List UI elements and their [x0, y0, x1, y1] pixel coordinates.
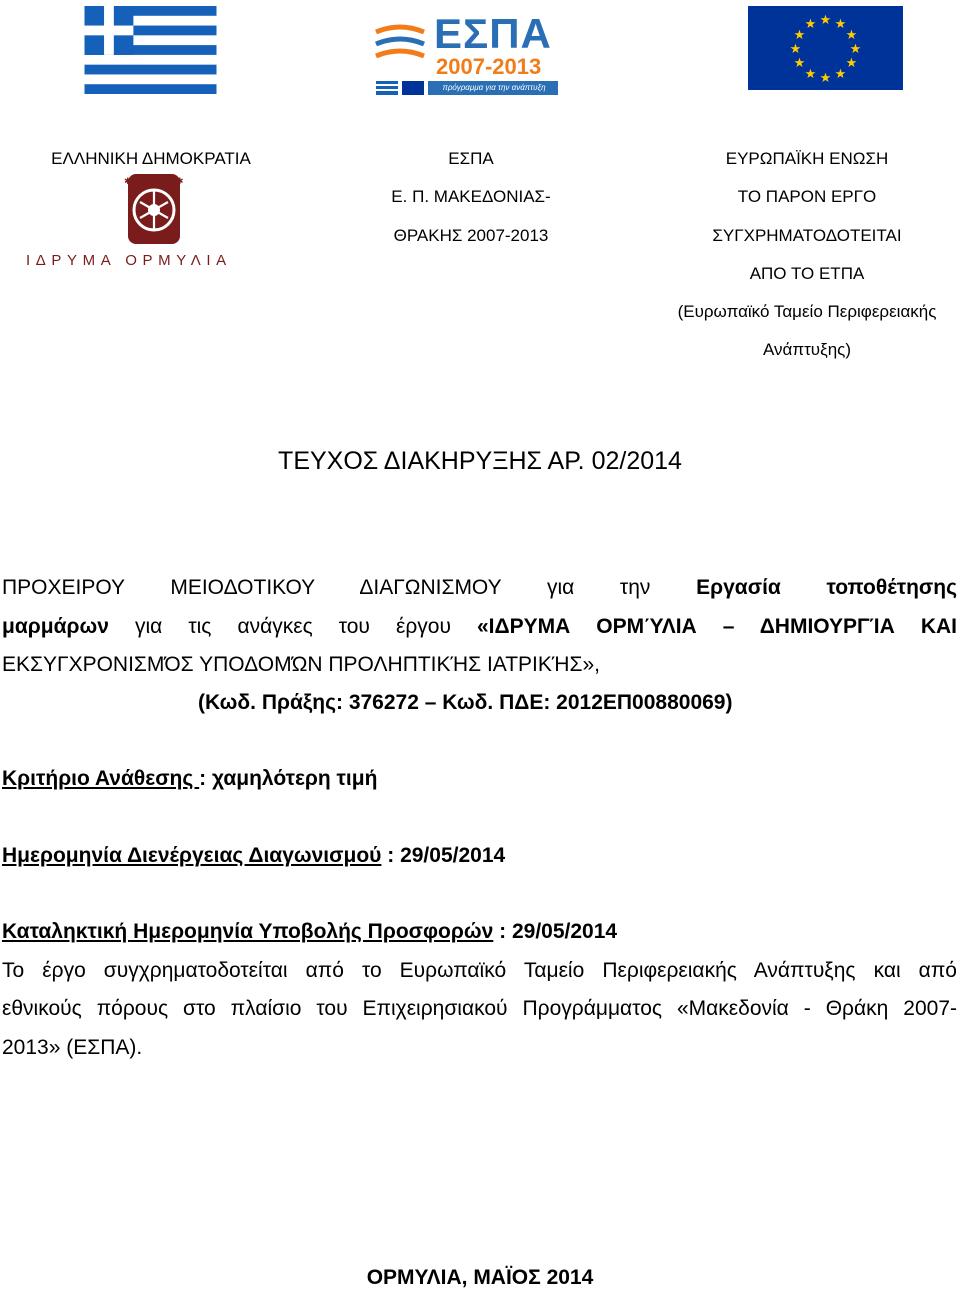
svg-text:★: ★	[793, 56, 806, 71]
svg-text:★: ★	[834, 17, 847, 32]
espa-line-3: ΘΡΑΚΗΣ 2007-2013	[393, 226, 549, 245]
svg-text:✱: ✱	[176, 177, 184, 187]
ormylia-foundation-logo-icon	[120, 172, 188, 246]
subject-line-2: μαρμάρων για τις ανάγκες του έργου «ΙΔΡΥΜΑ ΟΡΜΎΛΙΑ – ΔΗΜΙΟΥΡΓΊΑ ΚΑΙ	[2, 615, 957, 638]
greek-republic-label: ΕΛΛΗΝΙΚΗ ΔΗΜΟΚΡΑΤΙΑ	[51, 149, 251, 168]
espa-line-2: Ε. Π. ΜΑΚΕΔΟΝΙΑΣ-	[391, 187, 551, 206]
espa-logo-years: 2007-2013	[436, 54, 542, 79]
ormylia-foundation-caption: ΙΔΡΥΜΑ ΟΡΜΥΛΙΑ	[26, 252, 232, 269]
funding-line-3: 2013» (ΕΣΠΑ).	[2, 1036, 143, 1059]
espa-logo-text: ΕΣΠΑ	[434, 10, 552, 57]
eu-line-4: ΑΠΟ ΤΟ ΕΤΠΑ	[749, 264, 865, 283]
svg-text:★: ★	[819, 13, 832, 28]
espa-logo-slogan: πρόγραμμα για την ανάπτυξη	[442, 83, 546, 92]
svg-text:★: ★	[789, 42, 802, 57]
funding-line-1: Το έργο συγχρηματοδοτείται από το Ευρωπαϊκό Ταμείο Περιφερειακής Ανάπτυξης και από	[2, 959, 957, 982]
eu-line-1: ΕΥΡΩΠΑΪΚΗ ΕΝΩΣΗ	[725, 149, 889, 168]
subject-line-1: ΠΡΟΧΕΙΡΟΥ ΜΕΙΟΔΟΤΙΚΟΥ ΔΙΑΓΩΝΙΣΜΟΥ για την Εργασία τοποθέτησης	[2, 576, 958, 599]
svg-text:★: ★	[793, 28, 806, 43]
eu-line-3: ΣΥΓΧΡΗΜΑΤΟΔΟΤΕΙΤΑΙ	[712, 226, 902, 245]
svg-text:★: ★	[845, 28, 858, 43]
svg-text:★: ★	[849, 42, 862, 57]
svg-text:✱: ✱	[124, 177, 132, 187]
svg-text:★: ★	[804, 67, 817, 82]
subject-line-3: ΕΚΣΥΓΧΡΟΝΙΣΜΌΣ ΥΠΟΔΟΜΏΝ ΠΡΟΛΗΠΤΙΚΉΣ ΙΑΤΡΙΚΉΣ»,	[2, 653, 600, 676]
eu-line-5: (Ευρωπαϊκό Ταμείο Περιφερειακής	[677, 302, 937, 321]
project-codes: (Κωδ. Πράξης: 376272 – Κωδ. ΠΔΕ: 2012ΕΠ00880069)	[198, 691, 733, 714]
award-criterion: Κριτήριο Ανάθεσης : χαμηλότερη τιμή	[2, 767, 378, 790]
eu-line-6: Ανάπτυξης)	[762, 340, 852, 359]
svg-text:★: ★	[834, 67, 847, 82]
submission-deadline: Καταληκτική Ημερομηνία Υποβολής Προσφορών : 29/05/2014	[2, 920, 618, 943]
espa-logo	[372, 10, 562, 98]
svg-text:★: ★	[804, 17, 817, 32]
place-and-date: ΟΡΜΥΛΙΑ, ΜΑΪΟΣ 2014	[366, 1266, 594, 1289]
espa-line-1: ΕΣΠΑ	[448, 149, 494, 168]
svg-text:★: ★	[845, 56, 858, 71]
funding-line-2: εθνικούς πόρους στο πλαίσιο του Επιχειρησιακού Προγράμματος «Μακεδονία - Θράκη 2007-	[2, 997, 957, 1020]
conduct-date: Ημερομηνία Διενέργειας Διαγωνισμού : 29/05/2014	[2, 844, 506, 867]
eu-flag-icon	[748, 6, 903, 90]
tender-document-title: ΤΕΥΧΟΣ ΔΙΑΚΗΡΥΞΗΣ ΑΡ. 02/2014	[278, 447, 682, 475]
eu-line-2: ΤΟ ΠΑΡΟΝ ΕΡΓΟ	[737, 187, 877, 206]
svg-text:★: ★	[819, 71, 832, 86]
greek-flag-icon	[68, 6, 233, 94]
